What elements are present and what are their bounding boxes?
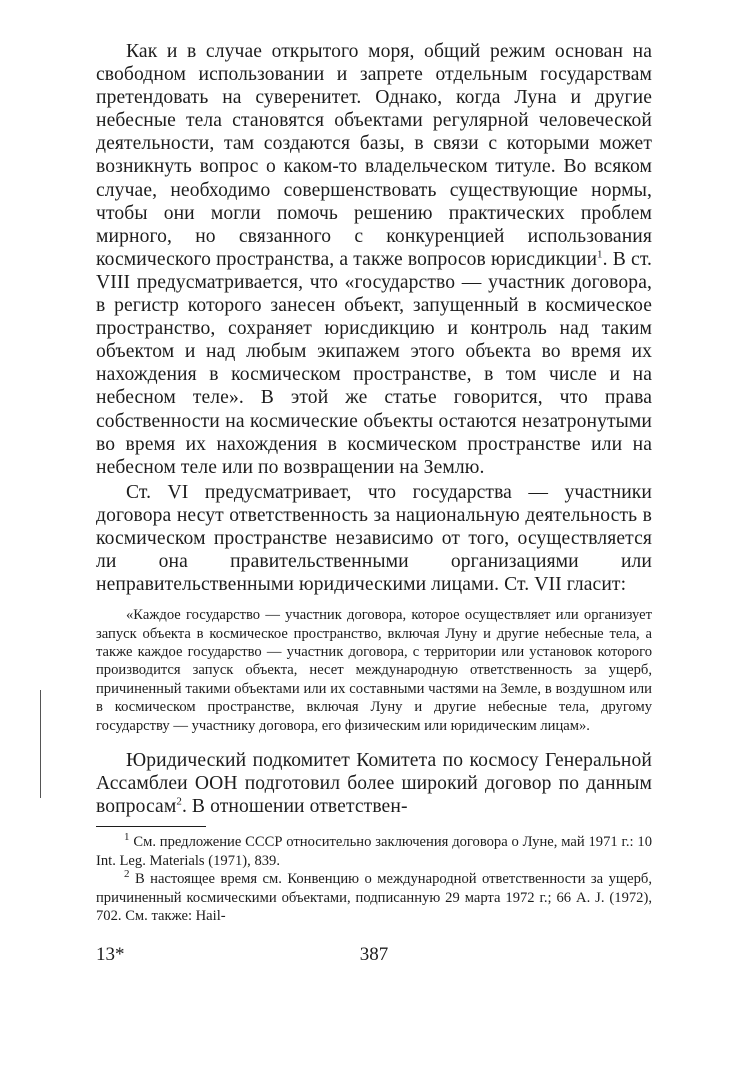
footnote-1-mark: 1 [124,831,130,844]
quotation-block: «Каждое государство — участник договора, которое осуществляет или организует запуск объекта в космическое пространство, включая Луну и другие небесные тела, а также каждое государство — участник договора, с территории или установок которого производится запуск объекта, несет международную ответственность за ущерб, причиненный такими объектами или их составными частями на Земле, в воздушном или в космическом пространстве, включая Луну и другие небесные тела, другому государству — участнику договора, его физическим или юридическим лицам». [96,607,652,734]
footnote-separator [96,826,206,827]
footnote-2-text: В настоящее время см. Конвенцию о международной ответственности за ущерб, причиненный космическими объектами, подписанную 29 марта 1972 г.; 66 A. J. (1972), 702. См. также: Hail- [96,871,652,924]
footnote-1 [96,833,652,870]
paragraph-2: Ст. VI предусматривает, что государства — участники договора несут ответственность за национальную деятельность в космическом пространстве независимо от того, осуществляется ли она правительственными организациями или неправительственными юридическими лицами. Ст. VII гласит: [96,481,652,596]
paragraph-1-tail: . В ст. VIII предусматривается, что «государство — участник договора, в регистр которого занесен объект, запущенный в космическое пространство, сохраняет юрисдикцию и контроль над таким объектом и над любым экипажем этого объекта во время их нахождения в космическом пространстве, в том числе и на небесном теле». В этой же статье говорится, что права собственности на космические объекты остаются незатронутыми во время их нахождения в космическом пространстве или на небесном теле или по возвращении на Землю. [96,248,653,478]
page-footer [96,944,652,970]
paragraph-3-text: Юридический подкомитет Комитета по космосу Генеральной Ассамблеи ООН подготовил более широкий договор по данным вопросам [96,750,652,818]
paragraph-3-tail: . В отношении ответствен- [181,796,408,818]
paragraph-1 [96,40,652,479]
footnote-ref-1: 1 [597,248,603,261]
footnote-ref-2: 2 [176,795,182,808]
signature-mark: 13* [96,944,125,965]
footnote-2-mark: 2 [124,868,130,881]
paragraph-1-text: Как и в случае открытого моря, общий режим основан на свободном использовании и запрете отдельным государствам претендовать на суверенитет. Однако, когда Луна и другие небесные тела становятся объектами регулярной человеческой деятельности, там создаются базы, в связи с которыми может возникнуть вопрос о каком-то владельческом титуле. Во всяком случае, необходимо совершенствовать существующие нормы, чтобы они могли помочь решению практических проблем мирного, но связанного с конкуренцией использования космического пространства, а также вопросов юрисдикции [96,41,652,270]
footnote-1-text: См. предложение СССР относительно заключения договора о Луне, май 1971 г.: 10 Int. Leg. Materials (1971), 839. [96,834,652,869]
page-body [96,40,652,925]
footnote-2 [96,870,652,925]
margin-mark [40,690,41,798]
page-number: 387 [359,944,389,965]
paragraph-3 [96,749,652,818]
